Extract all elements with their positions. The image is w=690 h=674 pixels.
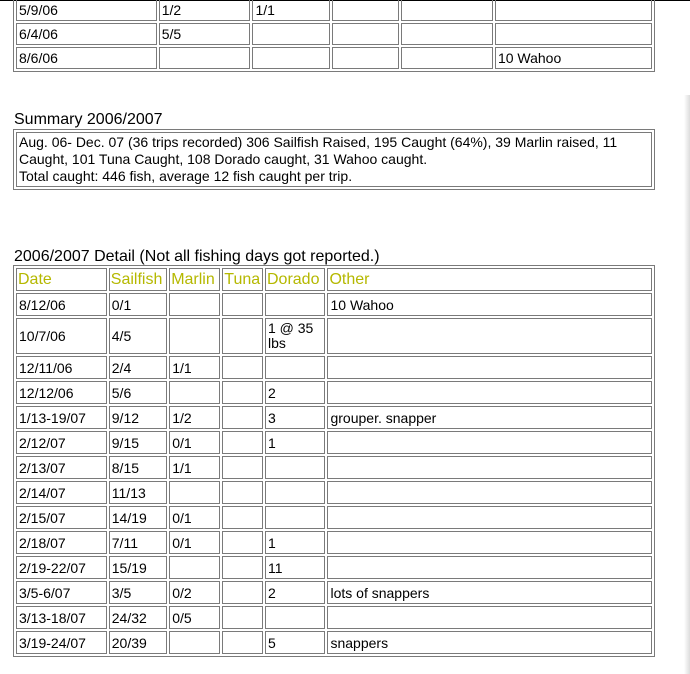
- cell-date: 3/5-6/07: [16, 581, 107, 604]
- cell-dorado: [401, 23, 493, 45]
- cell-marlin: [169, 481, 220, 504]
- cell-date: 2/18/07: [16, 531, 107, 554]
- cell-sailfish: 0/1: [109, 293, 167, 316]
- cell-tuna: [222, 406, 263, 429]
- cell-sailfish: 9/12: [109, 406, 167, 429]
- summary-cell: [16, 132, 652, 187]
- cell-other: grouper. snapper: [327, 406, 652, 429]
- cell-sailfish: 14/19: [109, 506, 167, 529]
- cell-sailfish: 8/15: [109, 456, 167, 479]
- cell-tuna: [332, 0, 399, 21]
- table-row: [16, 47, 652, 69]
- cell-other: [327, 456, 652, 479]
- cell-dorado: 2: [265, 581, 326, 604]
- cell-date: 1/13-19/07: [16, 406, 107, 429]
- cell-date: 6/4/06: [16, 23, 157, 45]
- cell-dorado: [401, 0, 493, 21]
- cell-sailfish: 1/2: [159, 0, 251, 21]
- cell-date: 5/9/06: [16, 0, 157, 21]
- header-date: Date: [16, 268, 107, 291]
- table-row: [16, 606, 652, 629]
- table-row: [16, 293, 652, 316]
- summary-total: Total caught: 446 fish, average 12 fish caught per trip.: [19, 168, 353, 184]
- cell-date: 2/12/07: [16, 431, 107, 454]
- cell-tuna: [222, 318, 263, 354]
- cell-marlin: 1/1: [169, 456, 220, 479]
- cell-marlin: 0/1: [169, 431, 220, 454]
- cell-sailfish: 15/19: [109, 556, 167, 579]
- detail-title: 2006/2007 Detail (Not all fishing days got reported.): [14, 248, 380, 265]
- cell-sailfish: 20/39: [109, 631, 167, 654]
- cell-other: [327, 606, 652, 629]
- table-row: [16, 23, 652, 45]
- cell-dorado: 5: [265, 631, 326, 654]
- cell-dorado: [265, 356, 326, 379]
- cell-date: 3/13-18/07: [16, 606, 107, 629]
- cell-marlin: [252, 23, 329, 45]
- cell-date: 12/11/06: [16, 356, 107, 379]
- cell-tuna: [222, 431, 263, 454]
- cell-tuna: [222, 606, 263, 629]
- cell-sailfish: 5/5: [159, 23, 251, 45]
- cell-dorado: 1 @ 35 lbs: [265, 318, 326, 354]
- header-other: Other: [327, 268, 652, 291]
- cell-tuna: [222, 556, 263, 579]
- cell-date: 2/19-22/07: [16, 556, 107, 579]
- cell-dorado: [401, 47, 493, 69]
- cell-tuna: [222, 581, 263, 604]
- cell-dorado: 2: [265, 381, 326, 404]
- header-tuna: Tuna: [222, 268, 263, 291]
- cell-other: [327, 431, 652, 454]
- cell-sailfish: 9/15: [109, 431, 167, 454]
- cell-sailfish: 11/13: [109, 481, 167, 504]
- cell-marlin: 1/1: [169, 356, 220, 379]
- cell-tuna: [222, 531, 263, 554]
- cell-sailfish: 5/6: [109, 381, 167, 404]
- cell-other: [327, 556, 652, 579]
- cell-marlin: 0/5: [169, 606, 220, 629]
- cell-marlin: [252, 47, 329, 69]
- summary-box: [13, 129, 655, 190]
- table-row: [16, 481, 652, 504]
- cell-date: 2/14/07: [16, 481, 107, 504]
- table-row: [16, 506, 652, 529]
- cell-sailfish: 4/5: [109, 318, 167, 354]
- cell-other: 10 Wahoo: [327, 293, 652, 316]
- cell-sailfish: 7/11: [109, 531, 167, 554]
- cell-other: [327, 356, 652, 379]
- cell-marlin: [169, 318, 220, 354]
- cell-dorado: 11: [265, 556, 326, 579]
- cell-sailfish: 24/32: [109, 606, 167, 629]
- table-row: [16, 431, 652, 454]
- cell-date: 3/19-24/07: [16, 631, 107, 654]
- cell-other: [327, 381, 652, 404]
- previous-season-table: [13, 0, 655, 72]
- cell-marlin: 0/2: [169, 581, 220, 604]
- header-dorado: Dorado: [265, 268, 326, 291]
- cell-tuna: [222, 506, 263, 529]
- cell-date: 8/6/06: [16, 47, 157, 69]
- cell-tuna: [222, 293, 263, 316]
- cell-dorado: 1: [265, 531, 326, 554]
- summary-title: Summary 2006/2007: [14, 111, 163, 128]
- table-row: [16, 318, 652, 354]
- window-edge-shadow: [684, 95, 690, 674]
- cell-other: [495, 0, 652, 21]
- cell-dorado: 3: [265, 406, 326, 429]
- cell-dorado: 1: [265, 431, 326, 454]
- cell-marlin: [169, 631, 220, 654]
- cell-other: snappers: [327, 631, 652, 654]
- header-marlin: Marlin: [169, 268, 220, 291]
- cell-marlin: 0/1: [169, 531, 220, 554]
- cell-date: 2/15/07: [16, 506, 107, 529]
- cell-other: [327, 506, 652, 529]
- table-row: [16, 406, 652, 429]
- table-row: [16, 631, 652, 654]
- table-row: [16, 581, 652, 604]
- cell-tuna: [222, 481, 263, 504]
- detail-header-row: [16, 268, 652, 291]
- cell-tuna: [332, 47, 399, 69]
- detail-table: [13, 265, 655, 657]
- cell-marlin: [169, 293, 220, 316]
- cell-other: 10 Wahoo: [495, 47, 652, 69]
- cell-date: 12/12/06: [16, 381, 107, 404]
- summary-text: Aug. 06- Dec. 07 (36 trips recorded) 306 Sailfish Raised, 195 Caught (64%), 39 Marlin raised, 11 Caught, 101 Tuna Caught, 108 Dorado caught, 31 Wahoo caught.: [19, 134, 618, 167]
- cell-sailfish: [159, 47, 251, 69]
- cell-dorado: [265, 456, 326, 479]
- cell-marlin: 0/1: [169, 506, 220, 529]
- cell-tuna: [222, 456, 263, 479]
- cell-dorado: [265, 481, 326, 504]
- cell-marlin: [169, 381, 220, 404]
- cell-tuna: [332, 23, 399, 45]
- cell-other: [327, 318, 652, 354]
- cell-date: 10/7/06: [16, 318, 107, 354]
- cell-date: 8/12/06: [16, 293, 107, 316]
- cell-tuna: [222, 381, 263, 404]
- cell-dorado: [265, 293, 326, 316]
- cell-other: [327, 481, 652, 504]
- cell-sailfish: 3/5: [109, 581, 167, 604]
- table-row: [16, 0, 652, 21]
- cell-other: [495, 23, 652, 45]
- table-row: [16, 456, 652, 479]
- cell-tuna: [222, 356, 263, 379]
- cell-marlin: 1/2: [169, 406, 220, 429]
- cell-tuna: [222, 631, 263, 654]
- header-sailfish: Sailfish: [109, 268, 167, 291]
- table-row: [16, 556, 652, 579]
- cell-marlin: [169, 556, 220, 579]
- cell-date: 2/13/07: [16, 456, 107, 479]
- table-row: [16, 356, 652, 379]
- table-row: [16, 381, 652, 404]
- cell-other: [327, 531, 652, 554]
- table-row: [16, 531, 652, 554]
- cell-marlin: 1/1: [252, 0, 329, 21]
- cell-dorado: [265, 606, 326, 629]
- cell-other: lots of snappers: [327, 581, 652, 604]
- cell-sailfish: 2/4: [109, 356, 167, 379]
- cell-dorado: [265, 506, 326, 529]
